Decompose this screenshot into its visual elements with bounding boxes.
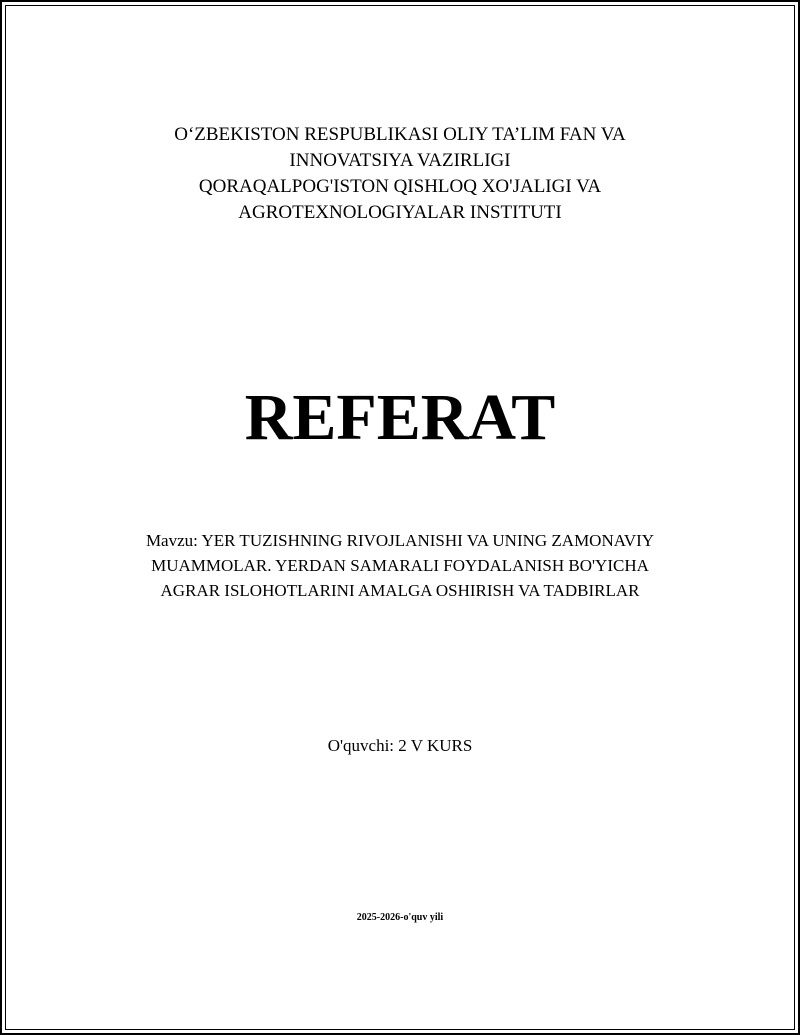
header-line: AGROTEXNOLOGIYALAR INSTITUTI xyxy=(238,202,562,223)
header-line: QORAQALPOG'ISTON QISHLOQ XO'JALIGI VA xyxy=(198,176,602,197)
document-title: REFERAT xyxy=(244,381,556,454)
topic-block xyxy=(0,528,800,603)
student-info: O'quvchi: 2 V KURS xyxy=(327,736,473,755)
academic-year: 2025-2026-o'quv yili xyxy=(356,912,444,923)
topic-line: MUAMMOLAR. YERDAN SAMARALI FOYDALANISH BO'YICHA xyxy=(151,556,649,575)
header-line: INNOVATSIYA VAZIRLIGI xyxy=(289,150,511,171)
topic-line: Mavzu: YER TUZISHNING RIVOJLANISHI VA UNING ZAMONAVIY xyxy=(145,531,655,550)
institution-header xyxy=(0,122,800,226)
topic-line: AGRAR ISLOHOTLARINI AMALGA OSHIRISH VA TADBIRLAR xyxy=(160,581,640,600)
header-line: O‘ZBEKISTON RESPUBLIKASI OLIY TA’LIM FAN VA xyxy=(174,124,626,145)
